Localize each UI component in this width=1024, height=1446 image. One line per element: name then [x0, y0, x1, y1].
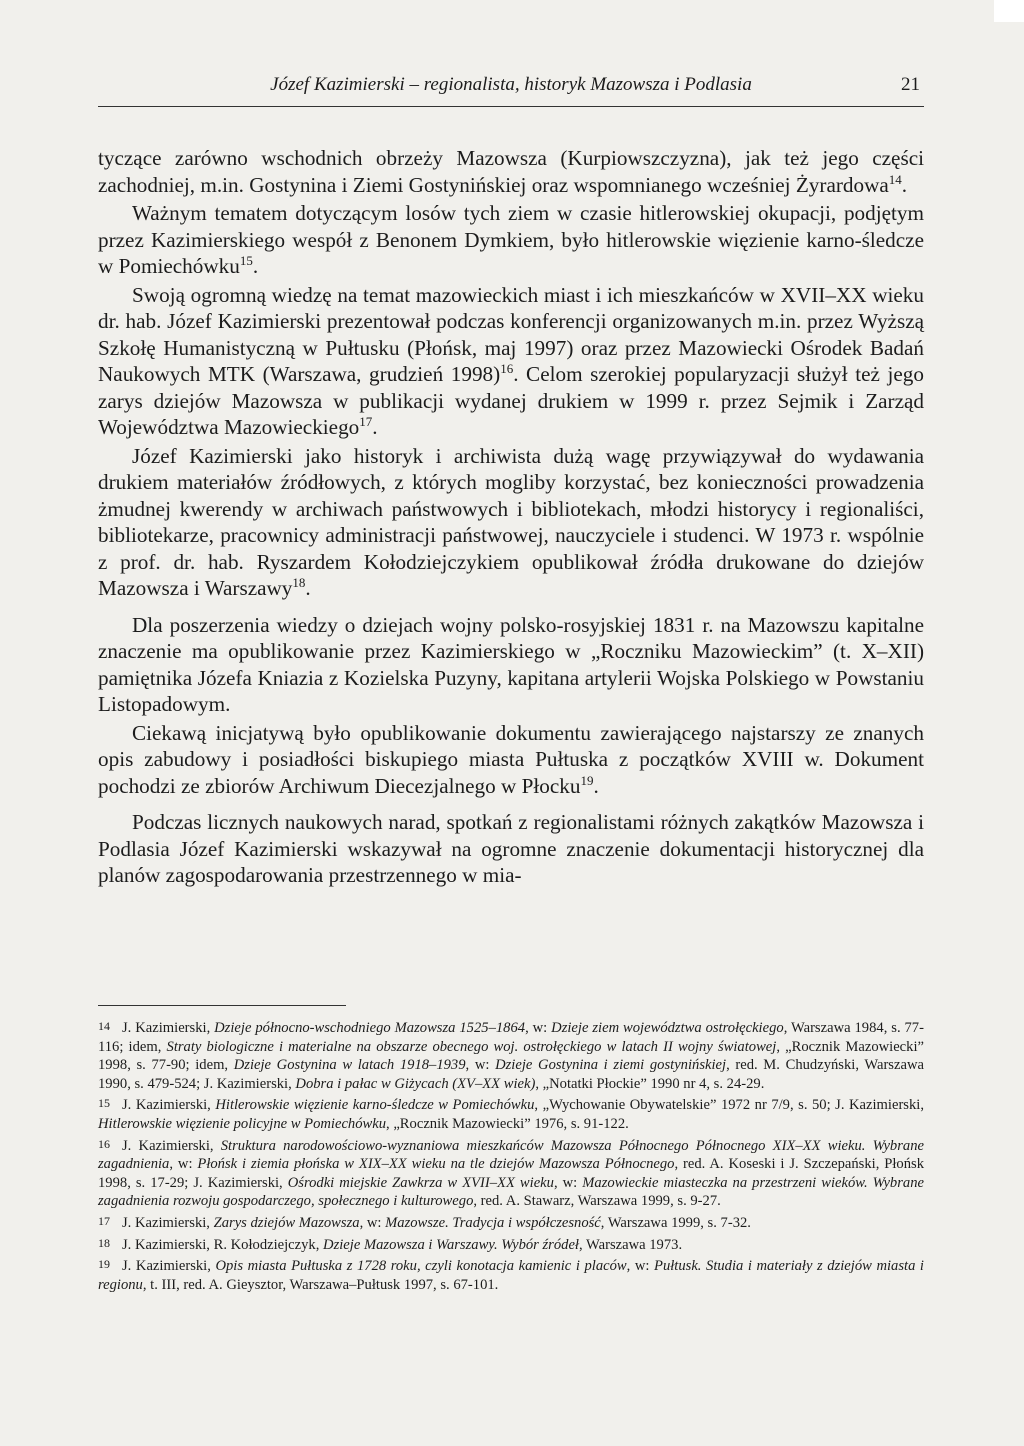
text-run: . [305, 576, 311, 600]
paragraph [98, 720, 924, 800]
footnote-ref: 17 [359, 413, 373, 429]
italic-title: Hitlerowskie więzienie policyjne w Pomiechówku [98, 1115, 387, 1132]
paragraph [98, 145, 924, 198]
text-run: tyczące zarówno wschodnich obrzeży Mazowsza (Kurpiowszczyzna), jak też jego części zachodniej, m.in. Gostynina i Ziemi Gostynińskiej oraz wspomnianego wcześniej Żyrardowa [98, 146, 924, 197]
footnote [98, 1135, 924, 1211]
text-run: . [252, 254, 259, 278]
text-run: , w: [626, 1258, 655, 1275]
text-run: . [901, 172, 908, 197]
text-run: , w: [169, 1156, 198, 1173]
text-run: . [593, 773, 599, 798]
italic-title: Opis miasta Pułtuska z 1728 roku, czyli konotacja kamienic i placów [215, 1258, 627, 1275]
text-run: , w: [359, 1214, 386, 1231]
footnote-ref: 14 [888, 171, 902, 187]
footnote-ref: 19 [580, 772, 594, 788]
text-run: , „Wychowanie Obywatelskie” 1972 nr 7/9, s. 50; J. Kazimierski, [534, 1097, 924, 1114]
page-number: 21 [901, 74, 920, 95]
paragraph [98, 612, 924, 718]
footnote-ref: 15 [239, 252, 253, 268]
text-run: Podczas licznych naukowych narad, spotkań z regionalistami różnych zakątków Mazowsza i Podlasia Józef Kazimierski wskazywał na ogromne znaczenie dokumentacji historycznej dla planów zagospodarowania przestrzennego w mia- [98, 810, 924, 887]
text-run: . [372, 415, 378, 439]
text-run: , t. III, red. A. Gieysztor, Warszawa–Pułtusk 1997, s. 67-101. [142, 1276, 499, 1293]
footnote-number: 14 [98, 1019, 110, 1033]
text-run: J. Kazimierski, [122, 1020, 215, 1036]
italic-title: Dzieje Gostynina i ziemi gostynińskiej [495, 1057, 727, 1074]
footnote-separator [98, 1005, 346, 1006]
text-run: J. Kazimierski, [122, 1214, 214, 1231]
italic-title: Dzieje ziem województwa ostrołęckiego [551, 1020, 784, 1036]
text-run: Swoją ogromną wiedzę na temat mazowieckich miast i ich mieszkańców w XVII–XX wieku dr. hab. Józef Kazimierski prezentował podczas konferencji organizowanych m.in. przez Wyższą Szkołę Humanistyczną w Pułtusku (Płońsk, maj 1997) oraz przez Mazowiecki Ośrodek Badań Naukowych MTK (Warszawa, grudzień 1998) [98, 282, 924, 386]
text-run: , w: [465, 1057, 496, 1074]
footnote [98, 1255, 924, 1294]
text-run: Ważnym tematem dotyczącym losów tych ziem w czasie hitlerowskiej okupacji, podjętym przez Kazimierskiego wespół z Benonem Dymkiem, było hitlerowskie więzienie karno-śledcze w Pomiechówku [98, 201, 924, 278]
paragraph [98, 443, 924, 602]
text-run: J. Kazimierski, [122, 1258, 216, 1275]
text-run: Józef Kazimierski jako historyk i archiwista dużą wagę przywiązywał do wydawania drukiem materiałów źródłowych, z których mogliby korzystać, bez konieczności prowadzenia żmudnej kwerendy w archiwach państwowych i bibliotekach, młodzi historycy i regionaliści, bibliotekarze, pracownicy administracji państwowej, nauczyciele i studenci. W 1973 r. wspólnie z prof. dr. hab. Ryszardem Kołodziejczykiem opublikował źródła drukowane do dziejów Mazowsza i Warszawy [98, 443, 924, 600]
running-header [98, 70, 924, 107]
italic-title: Dzieje północno-wschodniego Mazowsza 1525–1864 [214, 1020, 526, 1036]
paragraph [98, 200, 924, 280]
footnote-number: 15 [98, 1096, 110, 1111]
text-run: , red. M. Chudzyński, Warszawa 1990, s. 479-524; J. Kazimierski, [98, 1057, 924, 1092]
italic-title: Pułtusk. Studia i materiały z dziejów miasta i regionu [98, 1258, 924, 1293]
footnote [98, 1234, 924, 1255]
italic-title: Straty biologiczne i materialne na obszarze obecnego woj. ostrołęckiego w latach II wojny światowej [166, 1038, 777, 1055]
text-run: , Warszawa 1984, s. 77-116; idem, [98, 1020, 924, 1055]
italic-title: Dobra i pałac w Giżycach (XV–XX wiek) [295, 1075, 536, 1092]
text-run: , w: [525, 1020, 552, 1036]
footnote-number: 19 [98, 1257, 110, 1272]
text-run: , „Rocznik Mazowiecki” 1976, s. 91-122. [386, 1115, 629, 1132]
text-run: , w: [553, 1174, 583, 1191]
text-run: , Warszawa 1999, s. 7-32. [600, 1214, 751, 1231]
text-run: , „Rocznik Mazowiecki” 1998, s. 77-90; idem, [98, 1038, 924, 1074]
text-run: J. Kazimierski, R. Kołodziejczyk, [122, 1236, 324, 1253]
italic-title: Hitlerowskie więzienie karno-śledcze w Pomiechówku [215, 1097, 535, 1114]
text-run: J. Kazimierski, [122, 1137, 221, 1154]
footnote [98, 1212, 924, 1233]
text-run: Dla poszerzenia wiedzy o dziejach wojny polsko-rosyjskiej 1831 r. na Mazowszu kapitalne znaczenie ma opublikowanie przez Kazimierskiego w „Roczniku Mazowieckim” (t. X–XII) pamiętnika Józefa Kniazia z Kozielska Puzyny, kapitana artylerii Wojska Polskiego w Powstaniu Listopadowym. [98, 612, 924, 716]
italic-title: Zarys dziejów Mazowsza [213, 1214, 360, 1231]
footnote-ref: 18 [292, 574, 306, 590]
text-run: . Celom szerokiej popularyzacji służył też jego zarys dziejów Mazowsza w publikacji wydanej drukiem w 1999 r. przez Sejmik i Zarząd Województwa Mazowieckiego [98, 362, 924, 439]
footnote-ref: 16 [500, 360, 514, 376]
running-title: Józef Kazimierski – regionalista, historyk Mazowsza i Podlasia [270, 74, 752, 95]
scan-corner [994, 0, 1024, 22]
italic-title: Mazowieckie miasteczka na przestrzeni wieków. Wybrane zagadnienia rozwoju gospodarczego, społecznego i kulturowego [98, 1174, 924, 1210]
footnote-number: 16 [98, 1136, 110, 1151]
italic-title: Dzieje Mazowsza i Warszawy. Wybór źródeł [323, 1236, 579, 1253]
footnote-number: 17 [98, 1213, 110, 1228]
text-run: Ciekawą inicjatywą było opublikowanie dokumentu zawierającego najstarszy ze znanych opis zabudowy i posiadłości biskupiego miasta Pułtuska z początków XVIII w. Dokument pochodzi ze zbiorów Archiwum Diecezjalnego w Płocku [98, 720, 924, 798]
text-run: , Warszawa 1973. [578, 1236, 683, 1253]
italic-title: Ośrodki miejskie Zawkrza w XVII–XX wieku [287, 1174, 554, 1191]
italic-title: Płońsk i ziemia płońska w XIX–XX wieku na tle dziejów Mazowsza Północnego [197, 1156, 675, 1173]
footnote-number: 18 [98, 1235, 110, 1250]
paragraph [98, 809, 924, 889]
italic-title: Dzieje Gostynina w latach 1918–1939 [233, 1057, 466, 1074]
text-run: , red. A. Stawarz, Warszawa 1999, s. 9-27. [473, 1193, 721, 1210]
paragraph [98, 282, 924, 441]
text-run: , red. A. Koseski i J. Szczepański, Płońsk 1998, s. 17-29; J. Kazimierski, [98, 1156, 924, 1191]
footnotes [98, 1017, 924, 1295]
footnote [98, 1017, 924, 1093]
main-text [98, 145, 924, 889]
italic-title: Mazowsze. Tradycja i współczesność [385, 1214, 601, 1231]
text-run: J. Kazimierski, [122, 1097, 216, 1114]
text-run: , „Notatki Płockie” 1990 nr 4, s. 24-29. [535, 1075, 765, 1092]
footnote [98, 1094, 924, 1133]
italic-title: Struktura narodowościowo-wyznaniowa mieszkańców Mazowsza Północnego Północnego XIX–XX wieku. Wybrane zagadnienia [98, 1137, 924, 1173]
